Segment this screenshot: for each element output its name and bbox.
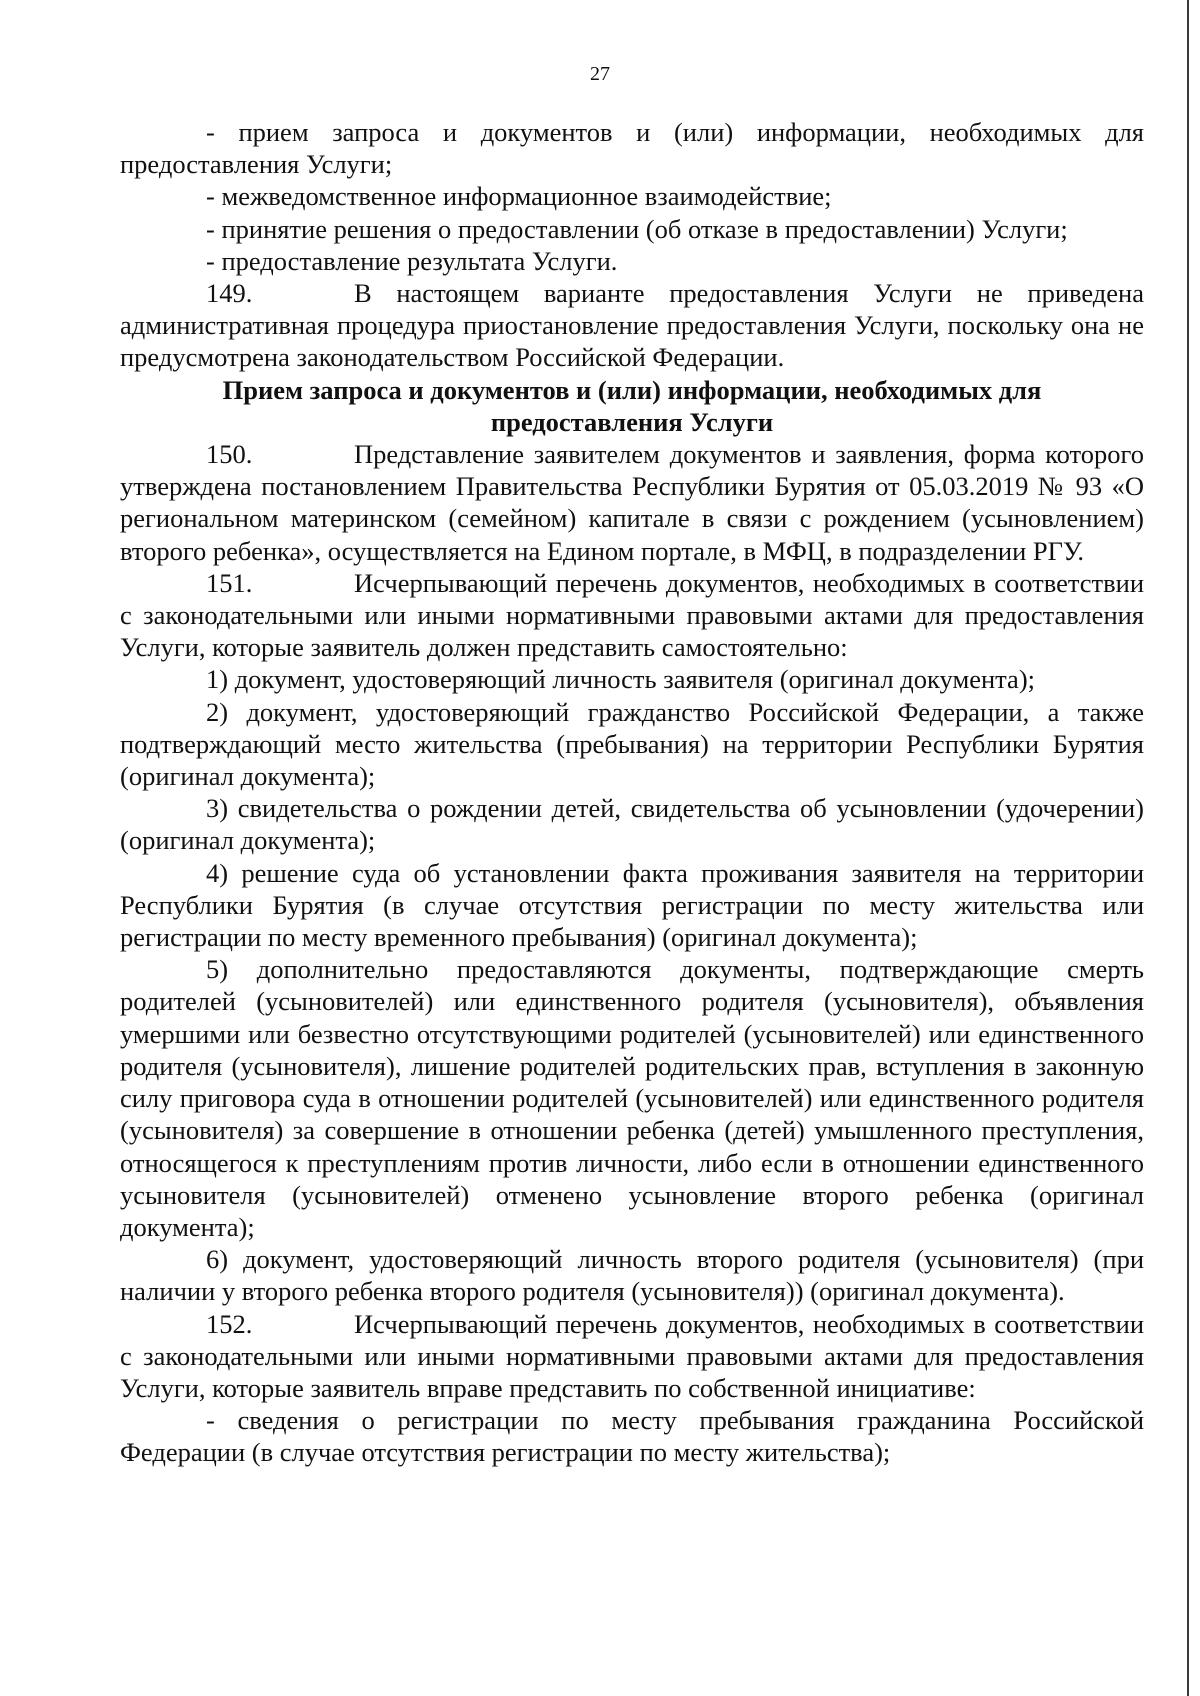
- list-item: 5) дополнительно предоставляются документы, подтверждающие смерть родителей (усыновителей) или единственного родителя (усыновителя), объявления умершими или безвестно отсутствующими родителей (усыновителей) или единственного родителя (усыновителя), лишение родителей родительских прав, вступления в законную силу приговора суда в отношении родителей (усыновителей) или единственного родителя (усыновителя) за совершение в отношении ребенка (детей) умышленного преступления, относящегося к преступлениям против личности, либо если в отношении единственного усыновителя (усыновителей) отменено усыновление второго ребенка (оригинал документа);: [120, 954, 1144, 1242]
- section-heading: Прием запроса и документов и (или) информации, необходимых для предоставления Услуги: [222, 374, 1042, 437]
- paragraph-number: 150.: [206, 439, 253, 470]
- list-item: - межведомственное информационное взаимодействие;: [206, 181, 832, 212]
- list-item: 2) документ, удостоверяющий гражданство Российской Федерации, а также подтверждающий место жительства (пребывания) на территории Республики Бурятия (оригинал документа);: [120, 696, 1144, 792]
- list-item: 3) свидетельства о рождении детей, свидетельства об усыновлении (удочерении) (оригинал документа);: [120, 793, 1144, 856]
- paragraph-text: Исчерпывающий перечень документов, необходимых в соответствии с законодательными или иными нормативными правовыми актами для предоставления Услуги, которые заявитель должен представить самостоятельно:: [120, 567, 1144, 663]
- paragraph-150: [120, 438, 1144, 567]
- paragraph-number: 151.: [206, 567, 253, 598]
- paragraph-number: 152.: [206, 1308, 253, 1339]
- list-item: - принятие решения о предоставлении (об отказе в предоставлении) Услуги;: [206, 213, 1068, 244]
- list-item: - сведения о регистрации по месту пребывания гражданина Российской Федерации (в случае отсутствия регистрации по месту жительства);: [120, 1405, 1144, 1468]
- paragraph-text: Представление заявителем документов и заявления, форма которого утверждена постановлением Правительства Республики Бурятия от 05.03.2019 № 93 «О региональном материнском (семейном) капитале в связи с рождением (усыновлением) второго ребенка», осуществляется на Едином портале, в МФЦ, в подразделении РГУ.: [120, 439, 1144, 566]
- list-item: - предоставление результата Услуги.: [206, 245, 618, 276]
- paragraph-text: Исчерпывающий перечень документов, необходимых в соответствии с законодательными или иными нормативными правовыми актами для предоставления Услуги, которые заявитель вправе представить по собственной инициативе:: [120, 1308, 1144, 1403]
- paragraph-151: [120, 567, 1144, 664]
- list-item: 4) решение суда об установлении факта проживания заявителя на территории Республики Бурятия (в случае отсутствия регистрации по месту жительства или регистрации по месту временного пребывания) (оригинал документа);: [120, 857, 1144, 953]
- page-number: 27: [590, 63, 610, 85]
- list-item: 6) документ, удостоверяющий личность второго родителя (усыновителя) (при наличии у второго ребенка второго родителя (усыновителя)) (оригинал документа).: [120, 1244, 1144, 1307]
- paragraph-152: [120, 1308, 1144, 1405]
- list-item: - прием запроса и документов и (или) информации, необходимых для предоставления Услуги;: [120, 117, 1144, 180]
- page-edge-line: [1187, 0, 1189, 1696]
- paragraph-text: В настоящем варианте предоставления Услуги не приведена административная процедура приостановление предоставления Услуги, поскольку она не предусмотрена законодательством Российской Федерации.: [120, 278, 1144, 373]
- list-item: 1) документ, удостоверяющий личность заявителя (оригинал документа);: [206, 664, 1036, 695]
- document-body: [120, 116, 1144, 1469]
- paragraph-number: 149.: [206, 278, 253, 309]
- paragraph-149: [120, 277, 1144, 374]
